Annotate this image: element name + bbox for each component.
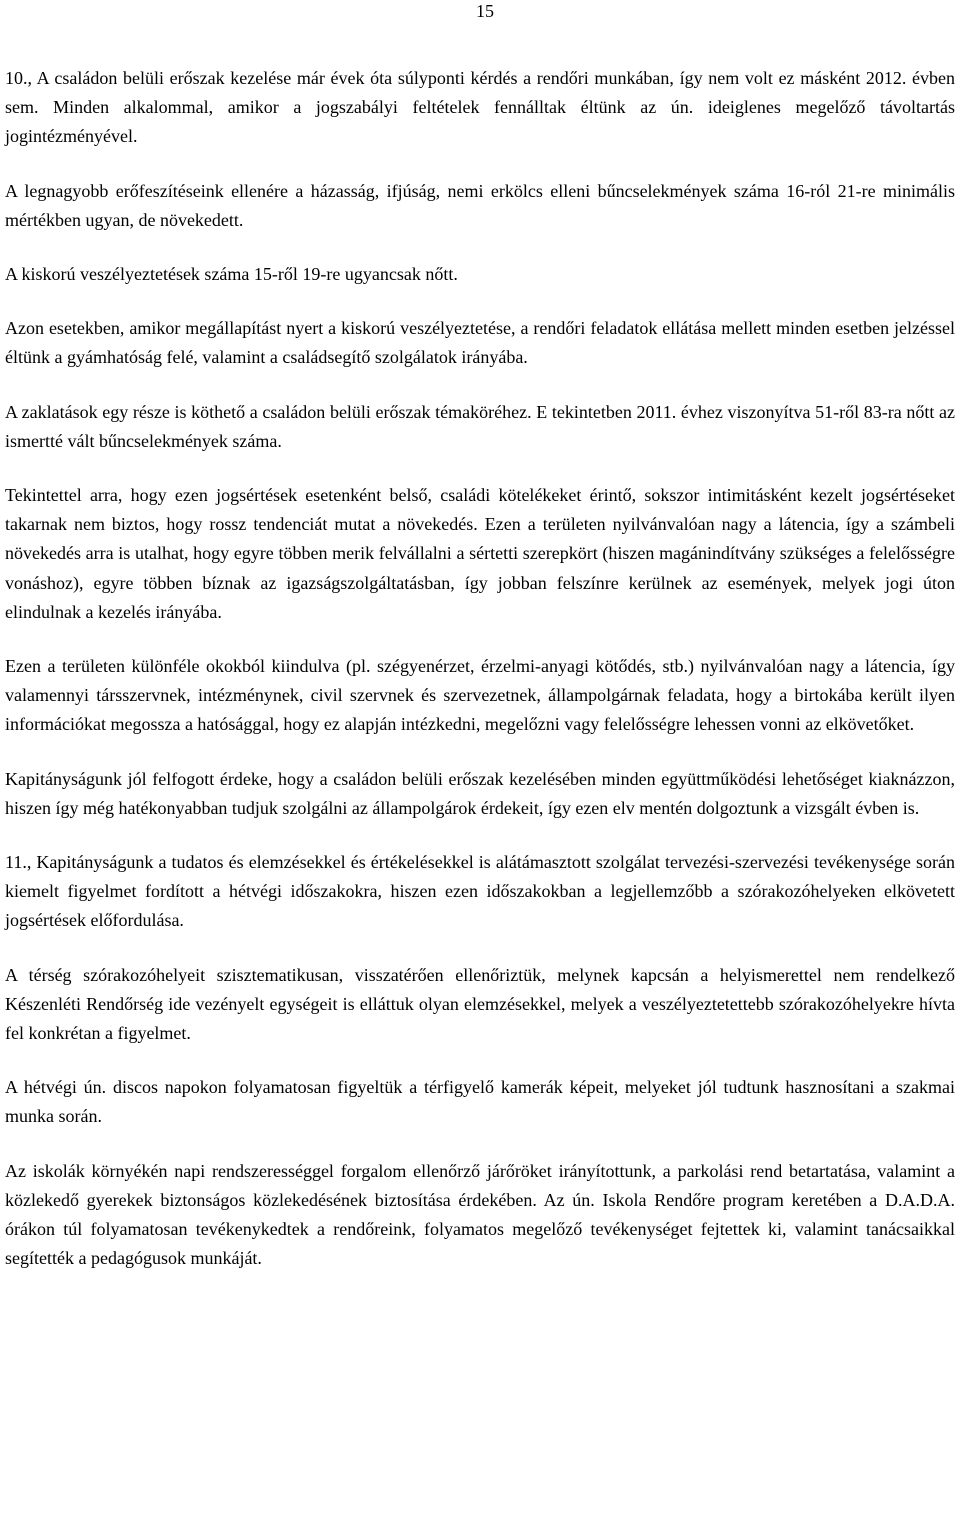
paragraph-guardianship-signals: Azon esetekben, amikor megállapítást nyert a kiskorú veszélyeztetése, a rendőri feladatok ellátása mellett minden esetben jelzéssel éltünk a gyámhatóság felé, valamint a családsegítő szolgálatok irányába. (5, 318, 955, 368)
paragraph-school-traffic: Az iskolák környékén napi rendszerességgel forgalom ellenőrző járőröket irányítottunk, a parkolási rend betartatása, valamint a közlekedő gyerekek biztonságos közlekedésének biztosítása érdekében. Az ún. Iskola Rendőre program keretében a D.A.D.A. órákon túl folyamatosan tevékenykedtek a rendőreink, folyamatos megelőző tevékenységet fejtettek ki, valamint tanácsaikkal segítették a pedagógusok munkáját. (5, 1160, 955, 1269)
paragraph-harassment: A zaklatások egy része is köthető a családon belüli erőszak témaköréhez. E tekintetben 2011. évhez viszonyítva 51-ről 83-ra nőtt az ismertté vált bűncselekmények száma. (5, 401, 955, 451)
paragraph-camera-monitoring: A hétvégi ún. discos napokon folyamatosan figyeltük a térfigyelő kamerák képeit, melyeket jól tudtunk hasznosítani a szakmai munka során. (5, 1077, 955, 1127)
document-body (5, 64, 955, 1299)
paragraph-minor-endangerment: A kiskorú veszélyeztetések száma 15-ről 19-re ugyancsak nőtt. (5, 264, 458, 285)
page-number: 15 (476, 1, 494, 21)
paragraph-venue-checks: A térség szórakozóhelyeit szisztematikusan, visszatérően ellenőriztük, melynek kapcsán a helyismerettel nem rendelkező Készenléti Rendőrség ide vezényelt egységeit is elláttuk olyan elemzésekkel, melyek a veszélyeztetettebb szórakozóhelyekre hívta fel konkrétan a figyelmet. (5, 964, 955, 1044)
paragraph-information-sharing: Ezen a területen különféle okokból kiindulva (pl. szégyenérzet, érzelmi-anyagi kötődés, stb.) nyilvánvalóan nagy a látencia, így valamennyi társszervnek, intézménynek, civil szervnek és szervezetnek, állampolgárnak feladata, hogy a birtokába került ilyen információkat megossza a hatósággal, hogy ez alapján intézkedni, megelőzni vagy felelősségre lehessen vonni az elkövetőket. (5, 656, 955, 735)
paragraph-crime-statistics: A legnagyobb erőfeszítéseink ellenére a házasság, ifjúság, nemi erkölcs elleni bűncselekmények száma 16-ról 21-re minimális mértékben ugyan, de növekedett. (5, 180, 955, 230)
paragraph-latency-trend: Tekintettel arra, hogy ezen jogsértések esetenként belső, családi kötelékeket érintő, sokszor intimitásként kezelt jogsértéseket takarnak nem biztos, hogy rossz tendenciát mutat a növekedés. Ezen a területen nyilvánvalóan nagy a látencia, így a számbeli növekedés arra is utalhat, hogy egyre többen merik felvállalni a sértetti szerepkört (hiszen magánindítvány szükséges a felelősségre vonáshoz), egyre többen bíznak az igazságszolgáltatásban, így jobban felszínre kerülnek az események, melyek jogi úton elindulnak a kezelés irányába. (5, 485, 955, 622)
paragraph-weekend-planning: 11., Kapitányságunk a tudatos és elemzésekkel és értékelésekkel is alátámasztott szolgálat tervezési-szervezési tevékenysége során kiemelt figyelmet fordított a hétvégi időszakokra, hiszen ezen időszakokban a legjellemzőbb a szórakozóhelyeken elkövetett jogsértések előfordulása. (5, 852, 955, 931)
paragraph-domestic-violence-intro: 10., A családon belüli erőszak kezelése már évek óta súlyponti kérdés a rendőri munkában, így nem volt ez másként 2012. évben sem. Minden alkalommal, amikor a jogszabályi feltételek fennálltak éltünk az ún. ideiglenes megelőző távoltartás jogintézményével. (5, 68, 955, 147)
paragraph-cooperation: Kapitányságunk jól felfogott érdeke, hogy a családon belüli erőszak kezelésében minden együttműködési lehetőséget kiaknázzon, hiszen így még hatékonyabban tudjuk szolgálni az állampolgárok érdekeit, így ezen elv mentén dolgoztunk a vizsgált évben is. (5, 768, 955, 818)
